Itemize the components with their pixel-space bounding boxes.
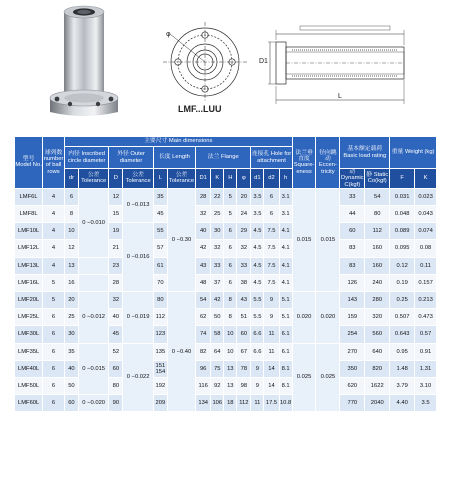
hole-d2-cell: 7.5 xyxy=(264,240,279,257)
d1-flange-cell: 96 xyxy=(196,360,211,377)
phi-cell: 24 xyxy=(237,206,251,223)
dynamic-load-cell: 350 xyxy=(340,360,365,377)
balls-cell: 4 xyxy=(43,206,65,223)
hole-h-cell: 6.1 xyxy=(279,326,292,343)
length-cell: 123 xyxy=(153,326,167,343)
h-flange-cell: 13 xyxy=(224,360,237,377)
balls-cell: 6 xyxy=(43,395,65,412)
h-flange-cell: 5 xyxy=(224,188,237,205)
table-row xyxy=(15,274,437,291)
outer-diameter-cell: 52 xyxy=(109,343,123,360)
hole-d2-cell: 14 xyxy=(264,377,279,394)
h-flange-cell: 10 xyxy=(224,343,237,360)
length-cell: 70 xyxy=(153,274,167,291)
phi-cell: 33 xyxy=(237,257,251,274)
d1-flange-cell: 134 xyxy=(196,395,211,412)
weight-k-cell: 0.91 xyxy=(415,343,437,360)
eccentricity-cell: 0.025 xyxy=(316,343,340,412)
weight-f-cell: 0.095 xyxy=(390,240,415,257)
dr-cell: 30 xyxy=(64,326,78,343)
header-balls: 球列数 number of ball rows xyxy=(43,137,65,189)
sub-phi: φ xyxy=(237,169,251,189)
k-cell: 92 xyxy=(211,377,224,394)
model-cell: LMF20L xyxy=(15,292,43,309)
hole-d2-cell: 9 xyxy=(264,292,279,309)
dr-cell: 8 xyxy=(64,206,78,223)
static-load-cell: 112 xyxy=(365,223,390,240)
k-cell: 22 xyxy=(211,188,224,205)
header-flange: 法兰 Flange xyxy=(196,147,251,169)
phi-cell: 112 xyxy=(237,395,251,412)
sub-static: 静 Static Co(kgf) xyxy=(365,169,390,189)
model-cell: LMF50L xyxy=(15,377,43,394)
eccentricity-cell: 0.020 xyxy=(316,292,340,344)
phi-cell: 29 xyxy=(237,223,251,240)
d1-flange-cell: 54 xyxy=(196,292,211,309)
dr-tolerance-cell: 0 −0.020 xyxy=(78,395,108,412)
outer-diameter-cell: 45 xyxy=(109,326,123,343)
header-main-dimensions: 主要尺寸 Main dimensions xyxy=(64,137,292,147)
dr-cell: 25 xyxy=(64,309,78,326)
k-cell: 25 xyxy=(211,206,224,223)
table-row xyxy=(15,223,437,240)
sub-F: F xyxy=(390,169,415,189)
static-load-cell: 280 xyxy=(365,292,390,309)
phi-symbol: φ xyxy=(166,30,171,38)
squareness-cell: 0.025 xyxy=(292,343,316,412)
d1-flange-cell: 28 xyxy=(196,188,211,205)
length-cell: 112 xyxy=(153,309,167,326)
product-drawings xyxy=(0,0,449,128)
h-flange-cell: 18 xyxy=(224,395,237,412)
balls-cell: 4 xyxy=(43,223,65,240)
d1-flange-cell: 40 xyxy=(196,223,211,240)
weight-k-cell: 0.213 xyxy=(415,292,437,309)
phi-cell: 98 xyxy=(237,377,251,394)
k-cell: 32 xyxy=(211,240,224,257)
model-cell: LMF16L xyxy=(15,274,43,291)
length-cell: 45 xyxy=(153,206,167,223)
dr-tolerance-cell: 0 −0.010 xyxy=(78,188,108,257)
k-cell: 106 xyxy=(211,395,224,412)
model-cell: LMF35L xyxy=(15,343,43,360)
h-flange-cell: 6 xyxy=(224,223,237,240)
h-flange-cell: 8 xyxy=(224,292,237,309)
length-cell: 209 xyxy=(153,395,167,412)
dr-cell: 40 xyxy=(64,360,78,377)
dr-cell: 12 xyxy=(64,240,78,257)
dynamic-load-cell: 83 xyxy=(340,257,365,274)
static-load-cell: 320 xyxy=(365,309,390,326)
model-cell: LMF13L xyxy=(15,257,43,274)
table-row xyxy=(15,206,437,223)
weight-k-cell: 0.023 xyxy=(415,188,437,205)
dr-cell: 20 xyxy=(64,292,78,309)
outer-diameter-cell: 60 xyxy=(109,360,123,377)
static-load-cell: 560 xyxy=(365,326,390,343)
balls-cell: 6 xyxy=(43,326,65,343)
dr-tolerance-cell xyxy=(78,257,108,274)
weight-k-cell: 0.157 xyxy=(415,274,437,291)
outer-diameter-cell: 23 xyxy=(109,257,123,274)
outer-diameter-cell: 40 xyxy=(109,309,123,326)
static-load-cell: 160 xyxy=(365,240,390,257)
sub-dynamic: 动 Dynamic C(kgf) xyxy=(341,169,364,188)
weight-f-cell: 0.089 xyxy=(390,223,415,240)
sub-D1: D1 xyxy=(196,169,211,189)
d1-flange-cell: 32 xyxy=(196,206,211,223)
hole-d2-cell: 17.5 xyxy=(264,395,279,412)
table-row xyxy=(15,257,437,274)
static-load-cell: 1622 xyxy=(365,377,390,394)
hole-d1-cell: 4.5 xyxy=(251,223,264,240)
hole-d2-cell: 6 xyxy=(264,188,279,205)
hole-h-cell: 10.8 xyxy=(279,395,292,412)
weight-f-cell: 1.48 xyxy=(390,360,415,377)
hole-h-cell: 5.1 xyxy=(279,309,292,326)
model-cell: LMF40L xyxy=(15,360,43,377)
h-flange-cell: 13 xyxy=(224,377,237,394)
k-cell: 64 xyxy=(211,343,224,360)
weight-k-cell: 1.31 xyxy=(415,360,437,377)
model-cell: LMF6L xyxy=(15,188,43,205)
length-label: L xyxy=(338,93,342,100)
dr-cell: 50 xyxy=(64,377,78,394)
table-row xyxy=(15,326,437,343)
hole-d2-cell: 7.5 xyxy=(264,274,279,291)
phi-cell: 67 xyxy=(237,343,251,360)
hole-h-cell: 5.1 xyxy=(279,292,292,309)
hole-h-cell: 4.1 xyxy=(279,240,292,257)
static-load-cell: 820 xyxy=(365,360,390,377)
hole-d1-cell: 9 xyxy=(251,360,264,377)
header-inscribed: 内径 Inscribed circle diameter xyxy=(64,147,108,169)
sub-K: K xyxy=(211,169,224,189)
length-cell: 135 xyxy=(153,343,167,360)
dynamic-load-cell: 254 xyxy=(340,326,365,343)
k-cell: 37 xyxy=(211,274,224,291)
static-load-cell: 80 xyxy=(365,206,390,223)
weight-f-cell: 4.40 xyxy=(390,395,415,412)
table-row xyxy=(15,343,437,360)
phi-cell: 38 xyxy=(237,274,251,291)
static-load-cell: 2040 xyxy=(365,395,390,412)
hole-d1-cell: 4.5 xyxy=(251,274,264,291)
hole-d2-cell: 7.5 xyxy=(264,257,279,274)
weight-k-cell: 0.08 xyxy=(415,240,437,257)
length-cell: 192 xyxy=(153,377,167,394)
outer-diameter-cell: 21 xyxy=(109,240,123,257)
hole-d1-cell: 3.5 xyxy=(251,206,264,223)
dynamic-load-cell: 44 xyxy=(340,206,365,223)
weight-f-cell: 0.95 xyxy=(390,343,415,360)
sub-D: D xyxy=(109,169,123,189)
length-cell: 55 xyxy=(153,223,167,240)
model-cell: LMF60L xyxy=(15,395,43,412)
hole-d1-cell: 4.5 xyxy=(251,257,264,274)
outer-diameter-cell: 32 xyxy=(109,292,123,309)
d1-flange-cell: 42 xyxy=(196,240,211,257)
length-cell: 35 xyxy=(153,188,167,205)
hole-h-cell: 3.1 xyxy=(279,206,292,223)
balls-cell: 6 xyxy=(43,377,65,394)
hole-d2-cell: 6 xyxy=(264,206,279,223)
hole-d1-cell: 11 xyxy=(251,395,264,412)
header-outer: 外径 Outer diameter xyxy=(109,147,153,169)
dynamic-load-cell: 770 xyxy=(340,395,365,412)
sub-h: h xyxy=(279,169,292,189)
dynamic-load-cell: 270 xyxy=(340,343,365,360)
hole-d2-cell: 7.5 xyxy=(264,223,279,240)
static-load-cell: 240 xyxy=(365,274,390,291)
hole-d1-cell: 5.5 xyxy=(251,292,264,309)
weight-f-cell: 0.048 xyxy=(390,206,415,223)
length-cell: 151 154 xyxy=(153,360,167,377)
table-row xyxy=(15,240,437,257)
h-flange-cell: 10 xyxy=(224,326,237,343)
static-load-cell: 54 xyxy=(365,188,390,205)
dr-cell: 13 xyxy=(64,257,78,274)
dynamic-load-cell: 620 xyxy=(340,377,365,394)
weight-k-cell: 0.043 xyxy=(415,206,437,223)
hole-d2-cell: 11 xyxy=(264,326,279,343)
h-flange-cell: 6 xyxy=(224,257,237,274)
phi-cell: 60 xyxy=(237,326,251,343)
balls-cell: 4 xyxy=(43,188,65,205)
hole-d2-cell: 9 xyxy=(264,309,279,326)
header-squareness: 法兰垂直度 Square-eness xyxy=(292,137,316,189)
sub-dr: dr xyxy=(64,169,78,189)
hole-h-cell: 8.1 xyxy=(279,377,292,394)
squareness-cell: 0.020 xyxy=(292,292,316,344)
hole-h-cell: 4.1 xyxy=(279,274,292,291)
hole-d1-cell: 3.5 xyxy=(251,188,264,205)
weight-f-cell: 0.031 xyxy=(390,188,415,205)
h-flange-cell: 6 xyxy=(224,274,237,291)
weight-k-cell: 3.5 xyxy=(415,395,437,412)
balls-cell: 4 xyxy=(43,257,65,274)
dr-cell: 10 xyxy=(64,223,78,240)
balls-cell: 5 xyxy=(43,274,65,291)
eccentricity-cell: 0.015 xyxy=(316,188,340,291)
model-cell: LMF10L xyxy=(15,223,43,240)
dr-cell: 35 xyxy=(64,343,78,360)
dynamic-load-cell: 159 xyxy=(340,309,365,326)
bushing-side-view xyxy=(268,26,404,104)
k-cell: 33 xyxy=(211,257,224,274)
k-cell: 75 xyxy=(211,360,224,377)
weight-f-cell: 0.12 xyxy=(390,257,415,274)
balls-cell: 5 xyxy=(43,292,65,309)
hole-d2-cell: 11 xyxy=(264,343,279,360)
dr-tolerance-cell xyxy=(78,274,108,291)
outer-diameter-cell: 19 xyxy=(109,223,123,240)
dr-cell: 16 xyxy=(64,274,78,291)
weight-k-cell: 0.473 xyxy=(415,309,437,326)
table-row xyxy=(15,309,437,326)
d1-label: D1 xyxy=(259,58,268,65)
hole-d1-cell: 9 xyxy=(251,377,264,394)
length-cell: 57 xyxy=(153,240,167,257)
dr-tolerance-cell: 0 −0.015 xyxy=(78,343,108,395)
k-cell: 58 xyxy=(211,326,224,343)
d1-flange-cell: 116 xyxy=(196,377,211,394)
outer-diameter-cell: 15 xyxy=(109,206,123,223)
phi-cell: 43 xyxy=(237,292,251,309)
outer-tolerance-cell: 0 −0.022 xyxy=(123,343,153,412)
sub-dr-tol: 公差 Tolerance xyxy=(78,169,108,189)
sub-H: H xyxy=(224,169,237,189)
d1-flange-cell: 74 xyxy=(196,326,211,343)
weight-k-cell: 0.074 xyxy=(415,223,437,240)
table-row xyxy=(15,360,437,377)
hole-h-cell: 8.1 xyxy=(279,360,292,377)
phi-cell: 20 xyxy=(237,188,251,205)
k-cell: 50 xyxy=(211,309,224,326)
weight-f-cell: 0.25 xyxy=(390,292,415,309)
weight-f-cell: 0.507 xyxy=(390,309,415,326)
hole-h-cell: 4.1 xyxy=(279,257,292,274)
hole-h-cell: 4.1 xyxy=(279,223,292,240)
dr-tolerance-cell: 0 −0.012 xyxy=(78,292,108,344)
balls-cell: 4 xyxy=(43,240,65,257)
weight-k-cell: 3.10 xyxy=(415,377,437,394)
part-label: LMF...LUU xyxy=(178,104,222,114)
header-hole: 连接孔 Hole for attachment xyxy=(251,147,292,169)
header-load: 基本额定载荷 Basic load rating xyxy=(340,137,390,169)
d1-flange-cell: 43 xyxy=(196,257,211,274)
d1-flange-cell: 48 xyxy=(196,274,211,291)
outer-diameter-cell: 90 xyxy=(109,395,123,412)
sub-d2: d2 xyxy=(264,169,279,189)
dimensions-table xyxy=(14,136,437,412)
weight-f-cell: 0.19 xyxy=(390,274,415,291)
table-row xyxy=(15,292,437,309)
hole-d1-cell: 6.6 xyxy=(251,343,264,360)
product-photo xyxy=(50,6,118,116)
model-cell: LMF25L xyxy=(15,309,43,326)
d1-flange-cell: 62 xyxy=(196,309,211,326)
phi-cell: 78 xyxy=(237,360,251,377)
sub-D-tol: 公差 Tolerance xyxy=(123,169,153,189)
table-row xyxy=(15,188,437,205)
balls-cell: 6 xyxy=(43,343,65,360)
k-cell: 30 xyxy=(211,223,224,240)
outer-diameter-cell: 12 xyxy=(109,188,123,205)
outer-diameter-cell: 80 xyxy=(109,377,123,394)
phi-cell: 32 xyxy=(237,240,251,257)
length-tolerance-cell: 0 −0.40 xyxy=(167,292,195,412)
dynamic-load-cell: 33 xyxy=(340,188,365,205)
hole-d2-cell: 14 xyxy=(264,360,279,377)
dynamic-load-cell: 143 xyxy=(340,292,365,309)
length-tolerance-cell: 0 −0.30 xyxy=(167,188,195,291)
dr-cell: 6 xyxy=(64,188,78,205)
dynamic-load-cell: 83 xyxy=(340,240,365,257)
phi-cell: 51 xyxy=(237,309,251,326)
h-flange-cell: 8 xyxy=(224,309,237,326)
table-row xyxy=(15,377,437,394)
hole-h-cell: 6.1 xyxy=(279,343,292,360)
hole-d1-cell: 6.6 xyxy=(251,326,264,343)
sub-L: L xyxy=(153,169,167,189)
balls-cell: 6 xyxy=(43,309,65,326)
model-cell: LMF8L xyxy=(15,206,43,223)
outer-tolerance-cell: 0 −0.019 xyxy=(123,292,153,344)
dynamic-load-cell: 60 xyxy=(340,223,365,240)
balls-cell: 6 xyxy=(43,360,65,377)
outer-tolerance-cell: 0 −0.013 xyxy=(123,188,153,222)
table-row xyxy=(15,395,437,412)
model-cell: LMF12L xyxy=(15,240,43,257)
static-load-cell: 160 xyxy=(365,257,390,274)
k-cell: 42 xyxy=(211,292,224,309)
weight-f-cell: 3.79 xyxy=(390,377,415,394)
header-weight: 重量 Weight (kg) xyxy=(390,137,437,169)
static-load-cell: 640 xyxy=(365,343,390,360)
squareness-cell: 0.015 xyxy=(292,188,316,291)
weight-f-cell: 0.643 xyxy=(390,326,415,343)
hole-d1-cell: 4.5 xyxy=(251,240,264,257)
header-length: 长度 Length xyxy=(153,147,195,169)
sub-Kw: K xyxy=(415,169,437,189)
sub-d1: d1 xyxy=(251,169,264,189)
h-flange-cell: 5 xyxy=(224,206,237,223)
dynamic-load-cell: 126 xyxy=(340,274,365,291)
weight-k-cell: 0.11 xyxy=(415,257,437,274)
outer-tolerance-cell: 0 −0.016 xyxy=(123,223,153,292)
header-model: 型号 Model No. xyxy=(15,137,43,189)
h-flange-cell: 6 xyxy=(224,240,237,257)
hole-d1-cell: 5.5 xyxy=(251,309,264,326)
header-eccentricity: 径向跳动 Eccen-tricity xyxy=(316,137,340,189)
length-cell: 61 xyxy=(153,257,167,274)
weight-k-cell: 0.57 xyxy=(415,326,437,343)
model-cell: LMF30L xyxy=(15,326,43,343)
d1-flange-cell: 82 xyxy=(196,343,211,360)
sub-L-tol: 公差 Tolerance xyxy=(167,169,195,189)
outer-diameter-cell: 28 xyxy=(109,274,123,291)
length-cell: 80 xyxy=(153,292,167,309)
dr-cell: 60 xyxy=(64,395,78,412)
hole-h-cell: 3.1 xyxy=(279,188,292,205)
flange-front-view xyxy=(163,22,247,102)
